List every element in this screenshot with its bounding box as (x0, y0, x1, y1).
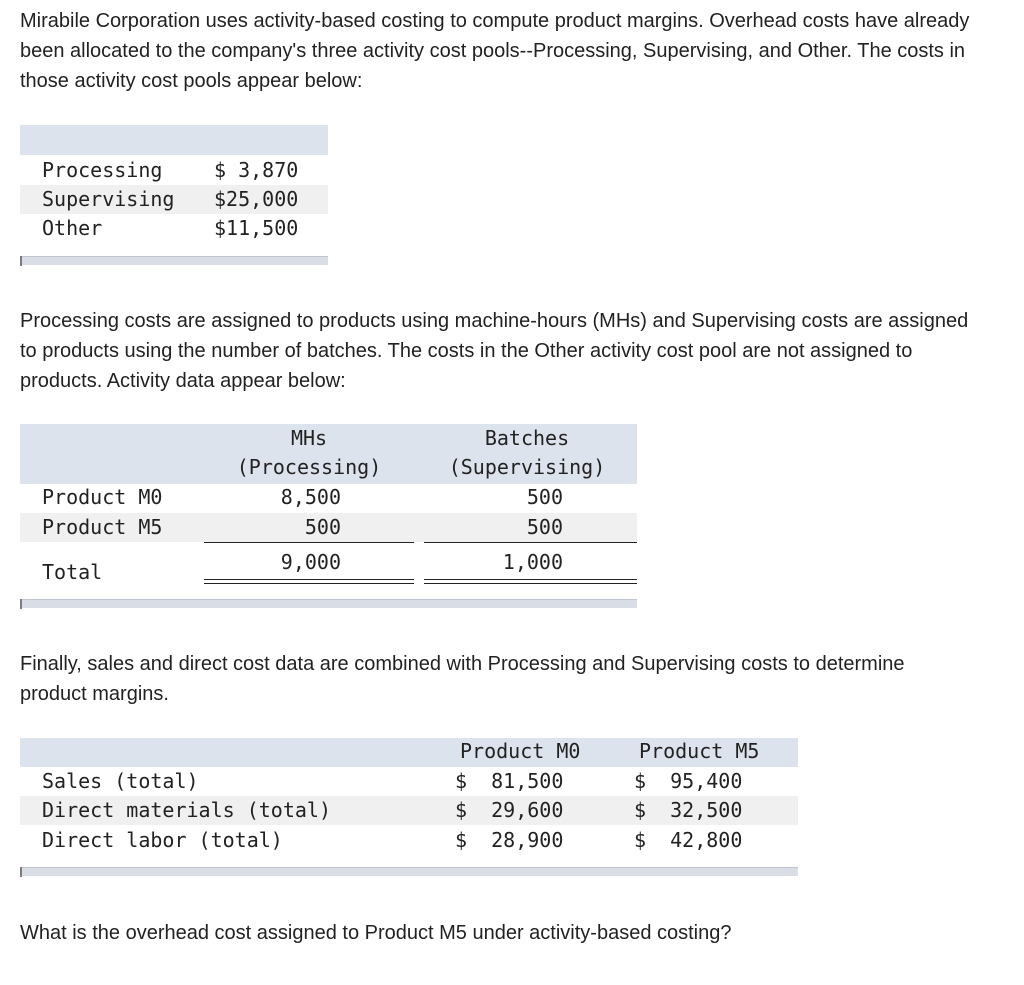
sales-row-m5-sales: $ 95,400 (634, 769, 743, 793)
sales-row-m0-sales: $ 81,500 (455, 769, 564, 793)
sales-row-label-materials: Direct materials (total) (42, 798, 331, 822)
activity-total-mhs: 9,000 (280, 550, 341, 574)
intro-paragraph: Mirabile Corporation uses activity-based costing to compute product margins. Overhead costs have already been allocated to the company's three activity cost pools--Processing, Supervising, and Other. The costs in those activity cost pools appear below: (20, 10, 970, 92)
sales-footer-notch (20, 867, 22, 877)
activity-total-batches: 1,000 (502, 550, 563, 574)
sales-row-label-sales: Sales (total) (42, 769, 199, 793)
activity-row-label-m0: Product M0 (42, 485, 163, 509)
activity-col-batches-line2: (Supervising) (448, 455, 606, 479)
activity-col-mhs-line2: (Processing) (236, 455, 382, 479)
activity-footer-notch (20, 599, 22, 609)
sales-row-m5-materials: $ 32,500 (634, 798, 743, 822)
cost-pools-footer-notch (20, 256, 22, 266)
activity-col-mhs-line1: MHs (290, 426, 328, 450)
sales-footer (20, 867, 798, 876)
activity-double-rule-batches-2 (424, 583, 637, 584)
pool-label-supervising: Supervising (42, 187, 175, 211)
activity-row-label-m5: Product M5 (42, 515, 163, 539)
cost-pools-footer (20, 256, 328, 265)
activity-row-mhs-m0: 8,500 (280, 485, 341, 509)
activity-double-rule-mhs-1 (204, 579, 414, 580)
activity-row-mhs-m5: 500 (304, 515, 341, 539)
sales-col-m0: Product M0 (460, 739, 581, 763)
margins-paragraph: Finally, sales and direct cost data are combined with Processing and Supervising costs to determine product margins. (20, 653, 905, 705)
activity-row-batches-m0: 500 (526, 485, 563, 509)
activity-subtotal-rule-mhs (204, 542, 414, 543)
pool-amount-supervising: $25,000 (214, 187, 299, 211)
cost-pools-header (20, 125, 328, 155)
pool-amount-processing: $ 3,870 (214, 158, 299, 182)
activity-total-label: Total (42, 560, 103, 584)
sales-row-label-labor: Direct labor (total) (42, 828, 283, 852)
activity-double-rule-batches-1 (424, 579, 637, 580)
sales-row-m0-materials: $ 29,600 (455, 798, 564, 822)
sales-row-m5-labor: $ 42,800 (634, 828, 743, 852)
activity-footer (20, 599, 637, 608)
question-text: What is the overhead cost assigned to Product M5 under activity-based costing? (20, 922, 732, 944)
activity-subtotal-rule-batches (424, 542, 637, 543)
activity-double-rule-mhs-2 (204, 583, 414, 584)
pool-label-processing: Processing (42, 158, 163, 182)
activity-paragraph: Processing costs are assigned to products using machine-hours (MHs) and Supervising costs are assigned to products using the number of batches. The costs in the Other activity cost pool are not assigned to products. Activity data appear below: (20, 310, 969, 392)
activity-row-batches-m5: 500 (526, 515, 563, 539)
pool-label-other: Other (42, 216, 103, 240)
sales-col-m5: Product M5 (639, 739, 760, 763)
activity-col-batches-line1: Batches (484, 426, 570, 450)
pool-amount-other: $11,500 (214, 216, 299, 240)
sales-row-m0-labor: $ 28,900 (455, 828, 564, 852)
